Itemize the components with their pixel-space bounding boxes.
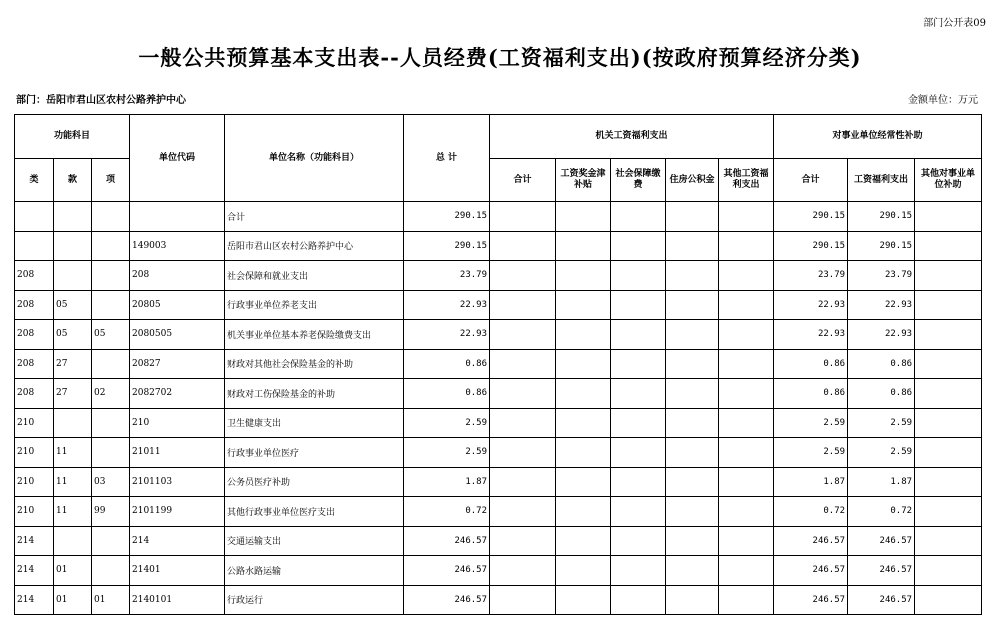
amount-unit-label: 金额单位：万元: [908, 95, 978, 106]
cell-org-housing: [666, 585, 719, 615]
cell-unit-code: 21401: [130, 556, 225, 586]
cell-org-social: [611, 438, 666, 468]
cell-sub-sum: 23.79: [774, 261, 848, 291]
cell-org-other: [719, 202, 774, 232]
cell-lei: 208: [15, 320, 54, 350]
cell-org-social: [611, 467, 666, 497]
header-org-other: 其他工资福利支出: [719, 159, 774, 202]
cell-lei: [15, 231, 54, 261]
cell-sub-wage: 0.86: [848, 379, 915, 409]
header-kuan: 款: [54, 159, 92, 202]
cell-sub-other: [915, 438, 982, 468]
cell-org-social: [611, 320, 666, 350]
cell-unit-name: 合计: [225, 202, 404, 232]
cell-org-other: [719, 585, 774, 615]
cell-sub-other: [915, 231, 982, 261]
cell-sub-other: [915, 467, 982, 497]
cell-sub-other: [915, 290, 982, 320]
cell-sub-wage: 0.72: [848, 497, 915, 527]
cell-org-other: [719, 231, 774, 261]
cell-xiang: 05: [92, 320, 130, 350]
cell-unit-name: 机关事业单位基本养老保险缴费支出: [225, 320, 404, 350]
cell-sub-wage: 22.93: [848, 290, 915, 320]
table-row: [15, 408, 982, 438]
table-row: [15, 231, 982, 261]
table-row: [15, 497, 982, 527]
cell-org-sum: [490, 408, 556, 438]
cell-kuan: [54, 261, 92, 291]
cell-org-sum: [490, 261, 556, 291]
cell-unit-code: 20805: [130, 290, 225, 320]
cell-kuan: 11: [54, 467, 92, 497]
cell-kuan: [54, 526, 92, 556]
cell-unit-code: 2080505: [130, 320, 225, 350]
cell-sub-sum: 22.93: [774, 320, 848, 350]
cell-total: 246.57: [404, 585, 490, 615]
cell-sub-sum: 0.72: [774, 497, 848, 527]
cell-total: 23.79: [404, 261, 490, 291]
cell-unit-code: 21011: [130, 438, 225, 468]
cell-unit-code: 20827: [130, 349, 225, 379]
cell-xiang: 03: [92, 467, 130, 497]
cell-xiang: [92, 408, 130, 438]
cell-org-other: [719, 526, 774, 556]
cell-kuan: 05: [54, 320, 92, 350]
cell-unit-name: 行政事业单位医疗: [225, 438, 404, 468]
cell-org-social: [611, 408, 666, 438]
cell-sub-sum: 290.15: [774, 202, 848, 232]
cell-sub-other: [915, 379, 982, 409]
cell-unit-name: 财政对其他社会保险基金的补助: [225, 349, 404, 379]
cell-sub-other: [915, 408, 982, 438]
header-sub-sum: 合计: [774, 159, 848, 202]
cell-org-bonus: [556, 349, 611, 379]
table-row: [15, 526, 982, 556]
cell-unit-code: 2101103: [130, 467, 225, 497]
cell-sub-wage: 246.57: [848, 585, 915, 615]
page-title: 一般公共预算基本支出表--人员经费(工资福利支出)(按政府预算经济分类): [138, 45, 862, 70]
cell-org-bonus: [556, 497, 611, 527]
header-xiang: 项: [92, 159, 130, 202]
cell-total: 290.15: [404, 231, 490, 261]
cell-lei: 208: [15, 379, 54, 409]
cell-org-other: [719, 290, 774, 320]
cell-xiang: [92, 231, 130, 261]
cell-lei: 214: [15, 585, 54, 615]
header-total: 总 计: [404, 115, 490, 202]
cell-org-social: [611, 585, 666, 615]
cell-xiang: [92, 438, 130, 468]
cell-total: 22.93: [404, 320, 490, 350]
cell-xiang: [92, 261, 130, 291]
cell-sub-other: [915, 320, 982, 350]
table-row: [15, 349, 982, 379]
cell-org-bonus: [556, 202, 611, 232]
cell-org-housing: [666, 467, 719, 497]
cell-sub-sum: 2.59: [774, 408, 848, 438]
cell-org-bonus: [556, 379, 611, 409]
cell-org-other: [719, 408, 774, 438]
table-row: [15, 556, 982, 586]
cell-total: 22.93: [404, 290, 490, 320]
cell-org-bonus: [556, 261, 611, 291]
table-body: [15, 202, 982, 615]
cell-org-social: [611, 526, 666, 556]
cell-sub-wage: 0.86: [848, 349, 915, 379]
cell-org-housing: [666, 497, 719, 527]
header-org-bonus: 工资奖金津补贴: [556, 159, 611, 202]
cell-kuan: 27: [54, 379, 92, 409]
cell-unit-name: 交通运输支出: [225, 526, 404, 556]
cell-sub-other: [915, 202, 982, 232]
cell-org-bonus: [556, 585, 611, 615]
cell-unit-code: 208: [130, 261, 225, 291]
cell-sub-other: [915, 349, 982, 379]
cell-kuan: 01: [54, 585, 92, 615]
cell-org-social: [611, 349, 666, 379]
cell-sub-wage: 2.59: [848, 408, 915, 438]
department-label: 部门：岳阳市君山区农村公路养护中心: [16, 95, 186, 106]
cell-lei: 214: [15, 556, 54, 586]
cell-org-other: [719, 320, 774, 350]
cell-total: 1.87: [404, 467, 490, 497]
header-sub-wage: 工资福利支出: [848, 159, 915, 202]
budget-table: [14, 114, 982, 615]
cell-org-housing: [666, 202, 719, 232]
header-lei: 类: [15, 159, 54, 202]
cell-sub-other: [915, 556, 982, 586]
cell-lei: 210: [15, 438, 54, 468]
cell-unit-name: 财政对工伤保险基金的补助: [225, 379, 404, 409]
cell-org-housing: [666, 556, 719, 586]
cell-xiang: [92, 202, 130, 232]
cell-sub-wage: 2.59: [848, 438, 915, 468]
table-row: [15, 467, 982, 497]
cell-org-bonus: [556, 408, 611, 438]
cell-sub-other: [915, 585, 982, 615]
cell-lei: 208: [15, 349, 54, 379]
cell-org-other: [719, 467, 774, 497]
cell-org-social: [611, 261, 666, 291]
cell-org-sum: [490, 556, 556, 586]
cell-org-sum: [490, 467, 556, 497]
cell-unit-name: 公路水路运输: [225, 556, 404, 586]
cell-total: 2.59: [404, 438, 490, 468]
cell-lei: [15, 202, 54, 232]
cell-kuan: 27: [54, 349, 92, 379]
cell-xiang: [92, 349, 130, 379]
cell-org-housing: [666, 408, 719, 438]
cell-org-bonus: [556, 438, 611, 468]
table-row: [15, 585, 982, 615]
cell-unit-name: 行政运行: [225, 585, 404, 615]
cell-org-housing: [666, 290, 719, 320]
table-number: 部门公开表09: [923, 18, 986, 29]
cell-org-sum: [490, 526, 556, 556]
cell-xiang: 01: [92, 585, 130, 615]
cell-total: 246.57: [404, 556, 490, 586]
header-func-subject: 功能科目: [15, 115, 130, 159]
cell-org-sum: [490, 231, 556, 261]
cell-org-bonus: [556, 526, 611, 556]
cell-sub-sum: 1.87: [774, 467, 848, 497]
header-unit-code: 单位代码: [130, 115, 225, 202]
cell-org-other: [719, 261, 774, 291]
table-row: [15, 261, 982, 291]
cell-unit-code: 2082702: [130, 379, 225, 409]
header-org-sum: 合计: [490, 159, 556, 202]
table-row: [15, 379, 982, 409]
cell-org-sum: [490, 202, 556, 232]
cell-sub-wage: 1.87: [848, 467, 915, 497]
cell-unit-name: 公务员医疗补助: [225, 467, 404, 497]
cell-sub-wage: 290.15: [848, 231, 915, 261]
cell-lei: 214: [15, 526, 54, 556]
cell-lei: 208: [15, 290, 54, 320]
cell-unit-name: 行政事业单位养老支出: [225, 290, 404, 320]
cell-kuan: 01: [54, 556, 92, 586]
cell-org-social: [611, 497, 666, 527]
cell-org-sum: [490, 438, 556, 468]
cell-org-sum: [490, 585, 556, 615]
cell-sub-wage: 246.57: [848, 556, 915, 586]
cell-org-housing: [666, 379, 719, 409]
cell-sub-sum: 290.15: [774, 231, 848, 261]
header-org-wage-group: 机关工资福利支出: [490, 115, 774, 159]
cell-org-sum: [490, 290, 556, 320]
cell-sub-wage: 290.15: [848, 202, 915, 232]
cell-org-social: [611, 290, 666, 320]
cell-kuan: [54, 202, 92, 232]
table-row: [15, 290, 982, 320]
cell-sub-wage: 22.93: [848, 320, 915, 350]
cell-kuan: [54, 408, 92, 438]
cell-sub-sum: 0.86: [774, 349, 848, 379]
cell-total: 246.57: [404, 526, 490, 556]
cell-org-bonus: [556, 467, 611, 497]
cell-unit-code: 2101199: [130, 497, 225, 527]
header-org-social: 社会保障缴费: [611, 159, 666, 202]
cell-sub-other: [915, 261, 982, 291]
cell-org-housing: [666, 349, 719, 379]
cell-kuan: [54, 231, 92, 261]
cell-sub-sum: 246.57: [774, 556, 848, 586]
cell-sub-wage: 246.57: [848, 526, 915, 556]
table-row: [15, 202, 982, 232]
table-row: [15, 320, 982, 350]
cell-lei: 210: [15, 408, 54, 438]
cell-sub-other: [915, 497, 982, 527]
cell-org-housing: [666, 261, 719, 291]
header-org-housing: 住房公积金: [666, 159, 719, 202]
cell-org-social: [611, 379, 666, 409]
cell-org-bonus: [556, 556, 611, 586]
cell-org-social: [611, 556, 666, 586]
cell-org-housing: [666, 231, 719, 261]
cell-xiang: 02: [92, 379, 130, 409]
cell-sub-sum: 0.86: [774, 379, 848, 409]
cell-lei: 210: [15, 497, 54, 527]
cell-org-other: [719, 379, 774, 409]
cell-sub-other: [915, 526, 982, 556]
header-sub-other: 其他对事业单位补助: [915, 159, 982, 202]
cell-total: 2.59: [404, 408, 490, 438]
cell-unit-name: 卫生健康支出: [225, 408, 404, 438]
cell-org-sum: [490, 349, 556, 379]
cell-xiang: [92, 526, 130, 556]
cell-org-sum: [490, 320, 556, 350]
cell-kuan: 11: [54, 438, 92, 468]
cell-sub-sum: 246.57: [774, 526, 848, 556]
cell-org-sum: [490, 379, 556, 409]
cell-sub-sum: 2.59: [774, 438, 848, 468]
cell-org-social: [611, 231, 666, 261]
cell-lei: 210: [15, 467, 54, 497]
cell-unit-code: [130, 202, 225, 232]
cell-org-bonus: [556, 231, 611, 261]
cell-xiang: [92, 290, 130, 320]
cell-unit-name: 岳阳市君山区农村公路养护中心: [225, 231, 404, 261]
cell-total: 0.86: [404, 379, 490, 409]
cell-xiang: 99: [92, 497, 130, 527]
cell-total: 0.86: [404, 349, 490, 379]
cell-kuan: 11: [54, 497, 92, 527]
cell-org-bonus: [556, 290, 611, 320]
cell-org-other: [719, 556, 774, 586]
cell-sub-wage: 23.79: [848, 261, 915, 291]
cell-org-social: [611, 202, 666, 232]
cell-total: 290.15: [404, 202, 490, 232]
cell-unit-code: 149003: [130, 231, 225, 261]
cell-unit-code: 210: [130, 408, 225, 438]
cell-sub-sum: 246.57: [774, 585, 848, 615]
cell-unit-name: 社会保障和就业支出: [225, 261, 404, 291]
cell-org-other: [719, 497, 774, 527]
cell-lei: 208: [15, 261, 54, 291]
cell-unit-code: 214: [130, 526, 225, 556]
cell-sub-sum: 22.93: [774, 290, 848, 320]
cell-org-sum: [490, 497, 556, 527]
table-row: [15, 438, 982, 468]
cell-org-housing: [666, 526, 719, 556]
cell-unit-code: 2140101: [130, 585, 225, 615]
header-subsidy-group: 对事业单位经常性补助: [774, 115, 982, 159]
cell-unit-name: 其他行政事业单位医疗支出: [225, 497, 404, 527]
header-unit-name: 单位名称（功能科目）: [225, 115, 404, 202]
cell-org-other: [719, 349, 774, 379]
cell-org-housing: [666, 438, 719, 468]
cell-kuan: 05: [54, 290, 92, 320]
cell-xiang: [92, 556, 130, 586]
cell-total: 0.72: [404, 497, 490, 527]
cell-org-bonus: [556, 320, 611, 350]
cell-org-housing: [666, 320, 719, 350]
cell-org-other: [719, 438, 774, 468]
